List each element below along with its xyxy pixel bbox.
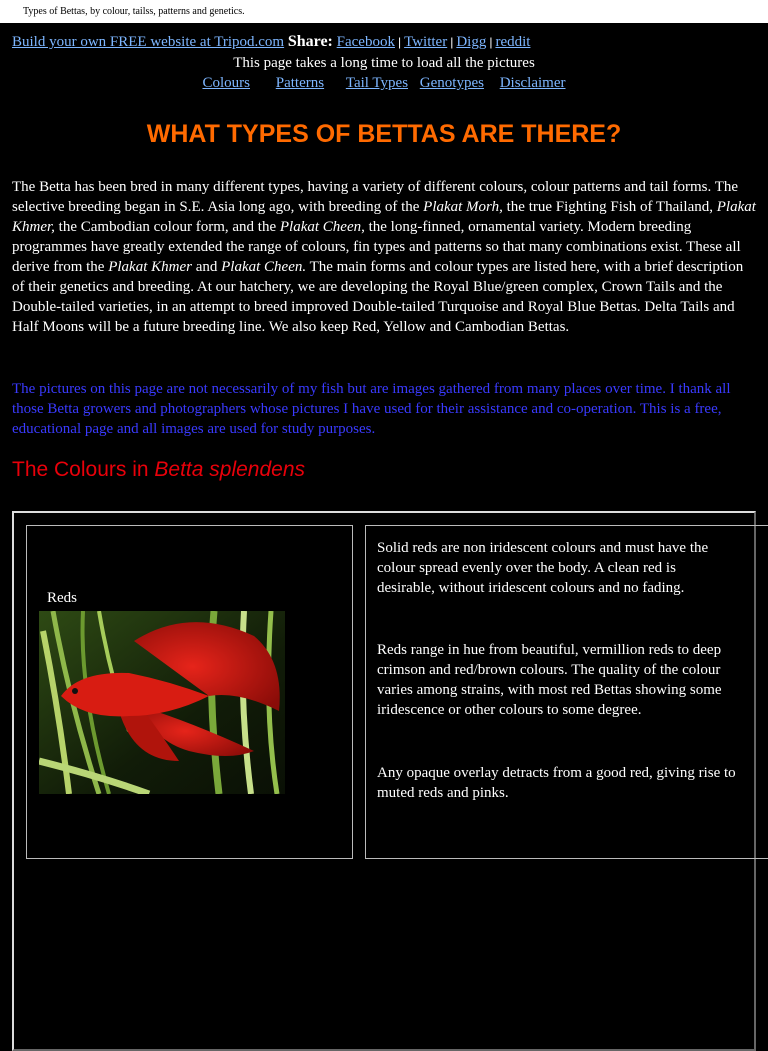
reds-label: Reds — [47, 590, 77, 606]
share-digg-link[interactable]: Digg — [456, 34, 487, 50]
plakat-khmer-term: Plakat Khmer, — [12, 199, 756, 235]
plakat-morh-term: Plakat Morh, — [423, 199, 503, 215]
reds-paragraph-3: Any opaque overlay detracts from a good red, giving rise to muted reds and pinks. — [377, 765, 736, 801]
nav-patterns-link[interactable]: Patterns — [275, 75, 325, 91]
load-notice-text: This page takes a long time to load all the pictures — [233, 55, 535, 71]
share-separator: | — [397, 35, 402, 49]
red-betta-image — [39, 611, 285, 794]
share-separator: | — [450, 35, 454, 49]
nav-genotypes-link[interactable]: Genotypes — [419, 75, 484, 91]
share-facebook-link[interactable]: Facebook — [336, 34, 395, 50]
share-separator: | — [489, 35, 493, 49]
plakat-cheen-term: Plakat Cheen — [279, 219, 362, 235]
share-twitter-link[interactable]: Twitter — [404, 34, 448, 50]
reds-paragraph-1: Solid reds are non iridescent colours and must have the colour spread evenly over the body. A clean red is desirable, without iridescent colours and no fading. — [377, 540, 709, 596]
share-label: Share: — [287, 33, 333, 50]
colours-section-heading: The Colours in Betta splendens — [12, 458, 306, 481]
species-name: Betta splendens — [154, 458, 306, 481]
plakat-khmer-term: Plakat Khmer — [108, 259, 192, 275]
load-notice — [0, 55, 768, 72]
tripod-build-link[interactable]: Build your own FREE website at Tripod.com — [12, 34, 285, 50]
share-bar — [12, 33, 530, 51]
nav-disclaimer-link[interactable]: Disclaimer — [499, 75, 566, 91]
image-disclaimer-note: The pictures on this page are not necessarily of my fish but are images gathered from many places over time. I thank all those Betta growers and photographers whose pictures I have used for their assistance and co-operation. This is a free, educational page and all images are used for study purposes. — [12, 381, 731, 437]
reds-paragraph-2: Reds range in hue from beautiful, vermillion reds to deep crimson and red/brown colours. The quality of the colour varies among strains, with most red Bettas showing some iridescence or other colours to some degree. — [377, 642, 722, 718]
window-title: Types of Bettas, by colour, tailss, patterns and genetics. — [23, 6, 245, 17]
nav-colours-link[interactable]: Colours — [202, 75, 250, 91]
section-nav — [0, 75, 768, 92]
intro-paragraph: The Betta has been bred in many different types, having a variety of different colours, colour patterns and tail forms. The selective breeding began in S.E. Asia long ago, with breeding of the Plakat Morh, the true Fighting Fish of Thailand, Plakat Khmer, the Cambodian colour form, and the Plakat Cheen, the long-finned, ornamental variety. Modern breeding programmes have greatly extended the range of colours, fin types and patterns so that many combinations exist. These all derive from the Plakat Khmer and Plakat Cheen. The main forms and colour types are listed here, with a brief description of their genetics and breeding. At our hatchery, we are developing the Royal Blue/green complex, Crown Tails and the Double-tailed varieties, in an attempt to breed improved Double-tailed Turquoise and Royal Blue Bettas. Delta Tails and Half Moons will be a future breeding line. We also keep Red, Yellow and Cambodian Bettas. — [12, 179, 756, 335]
share-reddit-link[interactable]: reddit — [495, 34, 531, 50]
page-heading: WHAT TYPES OF BETTAS ARE THERE? — [146, 120, 622, 148]
nav-tail-types-link[interactable]: Tail Types — [345, 75, 409, 91]
window-title-bar — [0, 0, 768, 23]
red-betta-photo — [39, 611, 285, 794]
plakat-cheen-term: Plakat Cheen. — [221, 259, 307, 275]
